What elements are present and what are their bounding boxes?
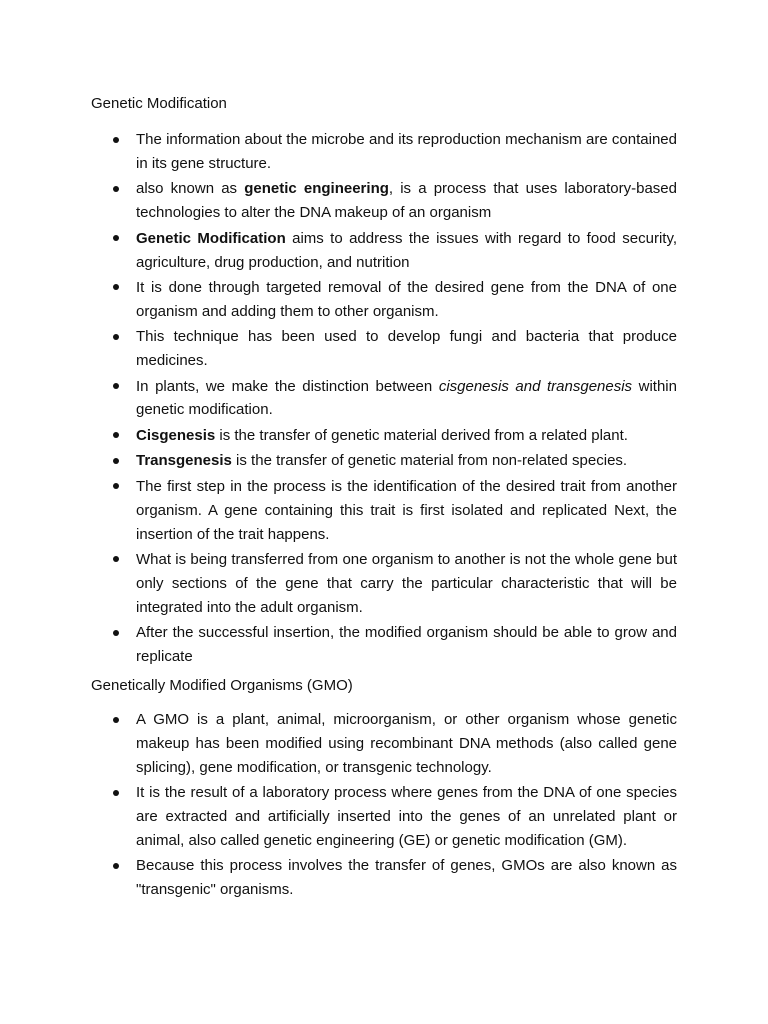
- bullet-text: , is a process that uses laboratory-based technologies to alter the DNA makeup of an organism: [136, 180, 677, 222]
- bullet-text: What is being transferred from one organism to another is not the whole gene but only sections of the gene that carry the particular characteristic that will be integrated into the adult organism.: [136, 550, 677, 616]
- section-heading-genetic-modification: Genetic Modification: [91, 95, 227, 112]
- bullet-text: within genetic modification.: [136, 377, 677, 419]
- genetic-modification-bullet-list: [0, 128, 768, 670]
- bullet-item: [0, 708, 768, 780]
- bold-term-genetic-engineering: genetic engineering: [244, 180, 389, 198]
- bullet-item: [0, 375, 768, 423]
- bullet-item: [0, 128, 768, 176]
- bullet-item: [0, 177, 768, 225]
- bold-term-cisgenesis: Cisgenesis: [136, 426, 216, 444]
- bullet-text: It is the result of a laboratory process where genes from the DNA of one species are extracted and artificially inserted into the genes of an unrelated plant or animal, also called genetic engineering (GE) or genetic modification (GM).: [136, 784, 677, 850]
- bullet-text: aims to address the issues with regard to food security, agriculture, drug production, and nutrition: [136, 229, 677, 271]
- bold-term-genetic-modification: Genetic Modification: [136, 229, 286, 247]
- bullet-text: In plants, we make the distinction between: [136, 377, 439, 395]
- bullet-text: A GMO is a plant, animal, microorganism, or other organism whose genetic makeup has been modified using recombinant DNA methods (also called gene splicing), gene modification, or transgenic technology.: [136, 711, 677, 776]
- bullet-text: This technique has been used to develop fungi and bacteria that produce medicines.: [136, 328, 677, 370]
- italic-term-cisgenesis-transgenesis: cisgenesis and transgenesis: [438, 377, 633, 395]
- section-heading-gmo: Genetically Modified Organisms (GMO): [91, 677, 353, 694]
- bullet-item: [0, 276, 768, 324]
- bullet-text: also known as: [136, 180, 245, 198]
- bullet-item: [0, 854, 768, 902]
- bullet-item: [0, 424, 768, 448]
- bullet-item: [0, 449, 768, 473]
- bullet-text: After the successful insertion, the modified organism should be able to grow and replicate: [136, 624, 677, 666]
- bullet-item: [0, 227, 768, 275]
- bullet-item: [0, 548, 768, 620]
- bullet-text: is the transfer of genetic material from non-related species.: [231, 452, 628, 470]
- bullet-text: It is done through targeted removal of the desired gene from the DNA of one organism and adding them to other organism.: [136, 278, 677, 320]
- bullet-text: The first step in the process is the identification of the desired trait from another organism. A gene containing this trait is first isolated and replicated Next, the insertion of the trait happens.: [136, 477, 677, 543]
- gmo-bullet-list: [0, 708, 768, 904]
- bullet-item: [0, 325, 768, 373]
- bullet-text: Because this process involves the transfer of genes, GMOs are also known as "transgenic" organisms.: [136, 857, 677, 899]
- bold-term-transgenesis: Transgenesis: [136, 452, 232, 470]
- bullet-text: is the transfer of genetic material derived from a related plant.: [215, 426, 628, 444]
- bullet-text: The information about the microbe and its reproduction mechanism are contained in its gene structure.: [136, 131, 677, 172]
- bullet-item: [0, 781, 768, 853]
- bullet-item: [0, 621, 768, 669]
- bullet-item: [0, 475, 768, 547]
